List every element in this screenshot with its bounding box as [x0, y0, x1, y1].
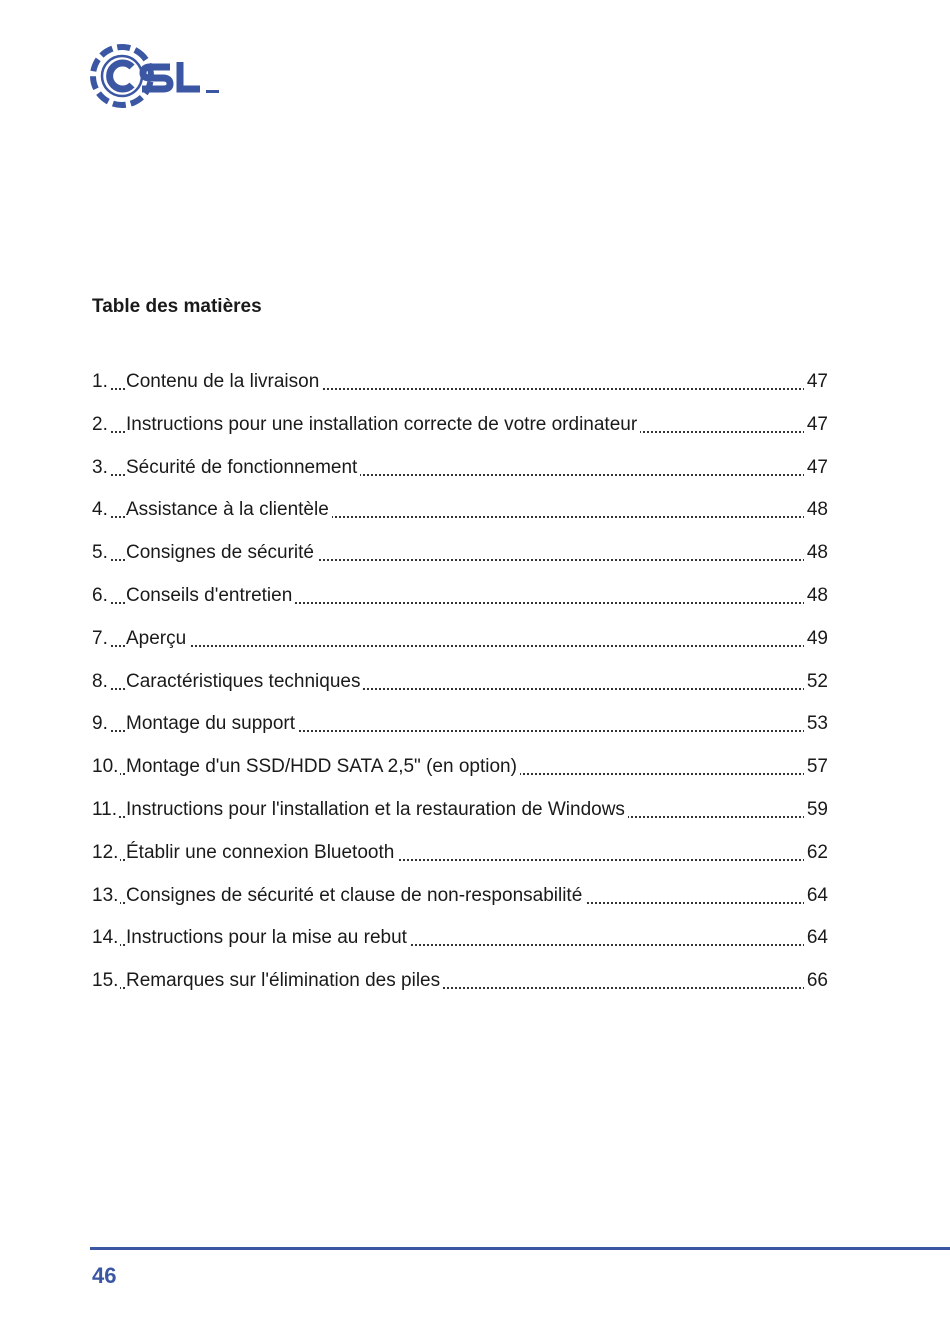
- toc-entry-title: Remarques sur l'élimination des piles: [126, 967, 443, 995]
- toc-entry-page: 57: [804, 753, 828, 781]
- toc-entry: [92, 539, 828, 582]
- toc-entry-title: Montage du support: [126, 710, 298, 738]
- toc-entry-page: 53: [804, 710, 828, 738]
- toc-entry-page: 64: [804, 882, 828, 910]
- toc-entry-title: Aperçu: [126, 625, 189, 653]
- toc-entry: [92, 924, 828, 967]
- toc-entry: [92, 710, 828, 753]
- toc-entry: [92, 496, 828, 539]
- toc-entry: [92, 668, 828, 711]
- toc-entry: [92, 411, 828, 454]
- toc-entry-number: 3.: [92, 454, 110, 482]
- toc-entry-title: Sécurité de fonctionnement: [126, 454, 360, 482]
- toc-entry-page: 47: [804, 454, 828, 482]
- toc-entry-title: Instructions pour l'installation et la restauration de Windows: [126, 796, 628, 824]
- toc-entry-title: Caractéristiques techniques: [126, 668, 363, 696]
- toc-entry-number: 13.: [92, 882, 120, 910]
- toc-entry-page: 48: [804, 582, 828, 610]
- toc-entry: [92, 454, 828, 497]
- toc-entry-title: Consignes de sécurité: [126, 539, 317, 567]
- toc-entry: [92, 882, 828, 925]
- toc-entry-number: 5.: [92, 539, 110, 567]
- toc-entry-number: 9.: [92, 710, 110, 738]
- toc-heading: Table des matières: [92, 296, 262, 317]
- toc-entry: [92, 625, 828, 668]
- toc-entry: [92, 753, 828, 796]
- toc-entry-page: 62: [804, 839, 828, 867]
- toc-entry-title: Instructions pour une installation correcte de votre ordinateur: [126, 411, 640, 439]
- toc-entry: [92, 582, 828, 625]
- toc-entry-number: 14.: [92, 924, 120, 952]
- csl-logo: [88, 40, 228, 112]
- toc-entry-number: 6.: [92, 582, 110, 610]
- toc-entry-title: Établir une connexion Bluetooth: [126, 839, 397, 867]
- toc-entry-number: 10.: [92, 753, 120, 781]
- toc-entry-number: 7.: [92, 625, 110, 653]
- table-of-contents: [92, 368, 828, 1010]
- page-number: 46: [92, 1263, 117, 1288]
- toc-entry-page: 66: [804, 967, 828, 995]
- toc-entry-title: Conseils d'entretien: [126, 582, 295, 610]
- toc-entry-number: 11.: [92, 796, 119, 824]
- toc-entry-number: 12.: [92, 839, 120, 867]
- toc-entry-page: 64: [804, 924, 828, 952]
- toc-entry-page: 48: [804, 496, 828, 524]
- toc-entry: [92, 967, 828, 1010]
- toc-entry-title: Montage d'un SSD/HDD SATA 2,5" (en option): [126, 753, 520, 781]
- toc-entry-number: 8.: [92, 668, 110, 696]
- toc-entry-page: 48: [804, 539, 828, 567]
- toc-entry-page: 47: [804, 411, 828, 439]
- footer-divider: [90, 1247, 950, 1250]
- toc-entry: [92, 839, 828, 882]
- toc-entry-page: 47: [804, 368, 828, 396]
- toc-entry-title: Consignes de sécurité et clause de non-responsabilité: [126, 882, 585, 910]
- toc-entry-number: 15.: [92, 967, 120, 995]
- toc-entry-title: Assistance à la clientèle: [126, 496, 332, 524]
- toc-entry-title: Instructions pour la mise au rebut: [126, 924, 410, 952]
- toc-entry-number: 2.: [92, 411, 110, 439]
- toc-entry-number: 4.: [92, 496, 110, 524]
- toc-entry-number: 1.: [92, 368, 110, 396]
- toc-entry-page: 59: [804, 796, 828, 824]
- toc-entry-title: Contenu de la livraison: [126, 368, 322, 396]
- toc-entry-page: 49: [804, 625, 828, 653]
- toc-entry-page: 52: [804, 668, 828, 696]
- toc-entry: [92, 796, 828, 839]
- toc-entry: [92, 368, 828, 411]
